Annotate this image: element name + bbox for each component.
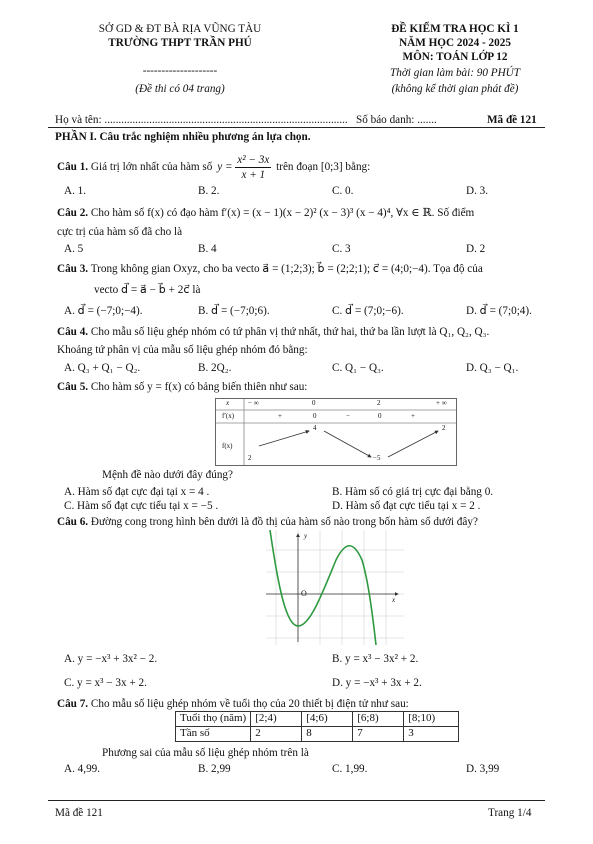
question-text: Cho hàm số y = f(x) có bảng biến thiên như sau: xyxy=(90,381,308,393)
formula: y = $\frac{\text{x² − 3x}}{x + 1}$ xyxy=(217,154,270,181)
question-label: Câu 1. xyxy=(57,161,89,174)
option-d[interactable]: D. Q₃ − Q₁. xyxy=(466,362,519,374)
option-c[interactable]: C. y = x³ − 3x + 2. xyxy=(64,677,147,689)
table-cell: 3 xyxy=(404,726,459,741)
divider xyxy=(48,127,545,128)
q6-options-row2 xyxy=(64,676,584,690)
q5-options-row2 xyxy=(64,499,584,513)
footer-exam-code: Mã đề 121 xyxy=(55,807,103,819)
vt-x-value: 2 xyxy=(377,399,381,407)
vt-sign: − xyxy=(346,412,350,420)
option-c[interactable]: C. 0. xyxy=(332,185,354,197)
option-c[interactable]: C. d⃗ = (7;0;−6). xyxy=(332,305,404,317)
time-limit: Thời gian làm bài: 90 PHÚT xyxy=(390,67,520,79)
q1-options xyxy=(64,184,584,198)
variation-table xyxy=(215,398,457,466)
option-b[interactable]: B. 2,99 xyxy=(198,763,231,775)
question-3-cont: vecto d⃗ = a⃗ − b⃗ + 2c⃗ là xyxy=(94,284,201,296)
frequency-table xyxy=(175,711,459,742)
question-1 xyxy=(57,153,577,182)
option-a[interactable]: A. Q₃ + Q₁ − Q₂. xyxy=(64,362,141,374)
vt-sign: + xyxy=(411,412,415,420)
option-a[interactable]: A. 5 xyxy=(64,243,84,255)
school-name: TRƯỜNG THPT TRẦN PHÚ xyxy=(108,37,252,49)
table-cell: 8 xyxy=(302,726,353,741)
question-label: Câu 5. xyxy=(57,381,89,393)
vt-top-value: 2 xyxy=(442,424,446,432)
vt-fx-label: f(x) xyxy=(222,442,233,450)
question-text: Cho hàm số f(x) có đạo hàm f′(x) = (x − 1)(x − 2)² (x − 3)³ (x − 4)⁴, ∀x ∈ ℝ. Số điểm xyxy=(90,207,475,219)
question-2 xyxy=(57,206,577,220)
option-b[interactable]: B. d⃗ = (−7;0;6). xyxy=(198,305,270,317)
vt-sign: + xyxy=(278,412,282,420)
vt-x-value: 0 xyxy=(312,399,316,407)
option-a[interactable]: A. 4,99. xyxy=(64,763,101,775)
q4-options xyxy=(64,361,584,375)
option-d[interactable]: D. 2 xyxy=(466,243,486,255)
option-a[interactable]: A. d⃗ = (−7;0;−4). xyxy=(64,305,143,317)
option-a[interactable]: A. y = −x³ + 3x² − 2. xyxy=(64,653,158,665)
option-b[interactable]: B. y = x³ − 3x² + 2. xyxy=(332,653,419,665)
question-text: Trong không gian Oxyz, cho ba vecto a⃗ = (1;2;3); b⃗ = (2;2;1); c⃗ = (4;0;−4). Tọa độ của xyxy=(90,263,483,275)
option-d[interactable]: D. y = −x³ + 3x + 2. xyxy=(332,677,422,689)
question-label: Câu 6. xyxy=(57,516,89,528)
id-field-label: Số báo danh: ....... xyxy=(356,114,437,126)
option-b[interactable]: B. 4 xyxy=(198,243,217,255)
table-cell: Tần số xyxy=(176,726,251,741)
table-header-row xyxy=(176,712,459,727)
option-d[interactable]: D. 3. xyxy=(466,185,489,197)
department-name: SỞ GD & ĐT BÀ RỊA VŨNG TÀU xyxy=(98,23,262,35)
vt-bottom-value: 2 xyxy=(248,454,252,462)
question-label: Câu 4. xyxy=(57,326,89,338)
option-d[interactable]: D. d⃗ = (7;0;4). xyxy=(466,305,532,317)
option-d[interactable]: D. 3,99 xyxy=(466,763,500,775)
school-year: NĂM HỌC 2024 - 2025 xyxy=(399,37,511,49)
table-cell: [8;10) xyxy=(404,712,459,727)
question-label: Câu 3. xyxy=(57,263,89,275)
option-b[interactable]: B. Hàm số có giá trị cực đại bằng 0. xyxy=(332,486,494,498)
option-c[interactable]: C. 1,99. xyxy=(332,763,368,775)
option-c[interactable]: C. Q₁ − Q₃. xyxy=(332,362,384,374)
function-graph xyxy=(266,530,404,645)
q3-options xyxy=(64,304,584,318)
question-4 xyxy=(57,325,577,339)
table-cell: [4;6) xyxy=(302,712,353,727)
vt-x-value: − ∞ xyxy=(248,399,259,407)
vt-x-label: x xyxy=(226,399,230,407)
subject: MÔN: TOÁN LỚP 12 xyxy=(402,51,508,63)
vt-bottom-value: −5 xyxy=(373,454,381,462)
table-cell: 7 xyxy=(353,726,404,741)
graph-x-label: x xyxy=(392,596,396,604)
option-b[interactable]: B. 2Q₂. xyxy=(198,362,232,374)
vt-x-value: + ∞ xyxy=(436,399,447,407)
option-c[interactable]: C. 3 xyxy=(332,243,351,255)
question-label: Câu 7. xyxy=(57,698,89,710)
name-field-label: Họ và tên: ....................................................................................... xyxy=(55,114,348,126)
time-note: (không kể thời gian phát đề) xyxy=(391,83,519,95)
graph-y-label: y xyxy=(304,532,308,540)
question-text: Đường cong trong hình bên dưới là đồ thị của hàm số nào trong bốn hàm số dưới đây? xyxy=(90,516,478,528)
question-7-prompt: Phương sai của mẫu số liệu ghép nhóm trên là xyxy=(102,747,309,759)
table-cell: [6;8) xyxy=(353,712,404,727)
question-text: Cho mẫu số liệu ghép nhóm có tứ phân vị thứ nhất, thứ hai, thứ ba lần lượt là Q₁, Q₂, Q₃. xyxy=(90,326,490,338)
header-dashes: -------------------- xyxy=(142,65,218,77)
part-title: PHẦN I. Câu trắc nghiệm nhiều phương án lựa chọn. xyxy=(55,131,311,143)
option-a[interactable]: A. 1. xyxy=(64,185,87,197)
footer-page-number: Trang 1/4 xyxy=(488,807,532,819)
q7-options xyxy=(64,762,584,776)
question-5 xyxy=(57,380,577,394)
question-text: Giá trị lớn nhất của hàm số xyxy=(90,161,213,174)
option-b[interactable]: B. 2. xyxy=(198,185,220,197)
page-count-note: (Đề thi có 04 trang) xyxy=(135,83,225,95)
table-cell: [2;4) xyxy=(251,712,302,727)
table-cell: 2 xyxy=(251,726,302,741)
vt-sign: 0 xyxy=(313,412,317,420)
question-text: Cho mẫu số liệu ghép nhóm về tuổi thọ của 20 thiết bị điện tử như sau: xyxy=(90,698,409,710)
footer-divider xyxy=(48,800,545,801)
question-text-2: trên đoạn [0;3] bằng: xyxy=(276,161,371,174)
question-2-cont: cực trị của hàm số đã cho là xyxy=(57,226,183,238)
vt-top-value: 4 xyxy=(313,424,317,432)
question-4-cont: Khoảng tứ phân vị của mẫu số liệu ghép nhóm đó bằng: xyxy=(57,344,308,356)
table-cell: Tuổi thọ (năm) xyxy=(176,712,251,727)
option-d[interactable]: D. Hàm số đạt cực tiểu tại x = 2 . xyxy=(332,500,481,512)
q2-options xyxy=(64,242,584,256)
vt-fp-label: f′(x) xyxy=(222,412,235,420)
graph-origin-label: O xyxy=(301,589,307,598)
q6-options-row1 xyxy=(64,652,584,666)
question-5-prompt: Mệnh đề nào dưới đây đúng? xyxy=(102,469,233,481)
vt-sign: 0 xyxy=(378,412,382,420)
table-row xyxy=(176,726,459,741)
exam-title: ĐỀ KIỂM TRA HỌC KÌ 1 xyxy=(391,23,519,35)
exam-code: Mã đề 121 xyxy=(487,114,537,126)
q5-options-row1 xyxy=(64,485,584,499)
question-3 xyxy=(57,262,577,276)
question-label: Câu 2. xyxy=(57,207,89,219)
option-c[interactable]: C. Hàm số đạt cực tiểu tại x = −5 . xyxy=(64,500,219,512)
option-a[interactable]: A. Hàm số đạt cực đại tại x = 4 . xyxy=(64,486,210,498)
question-7 xyxy=(57,697,577,711)
question-6 xyxy=(57,515,577,529)
